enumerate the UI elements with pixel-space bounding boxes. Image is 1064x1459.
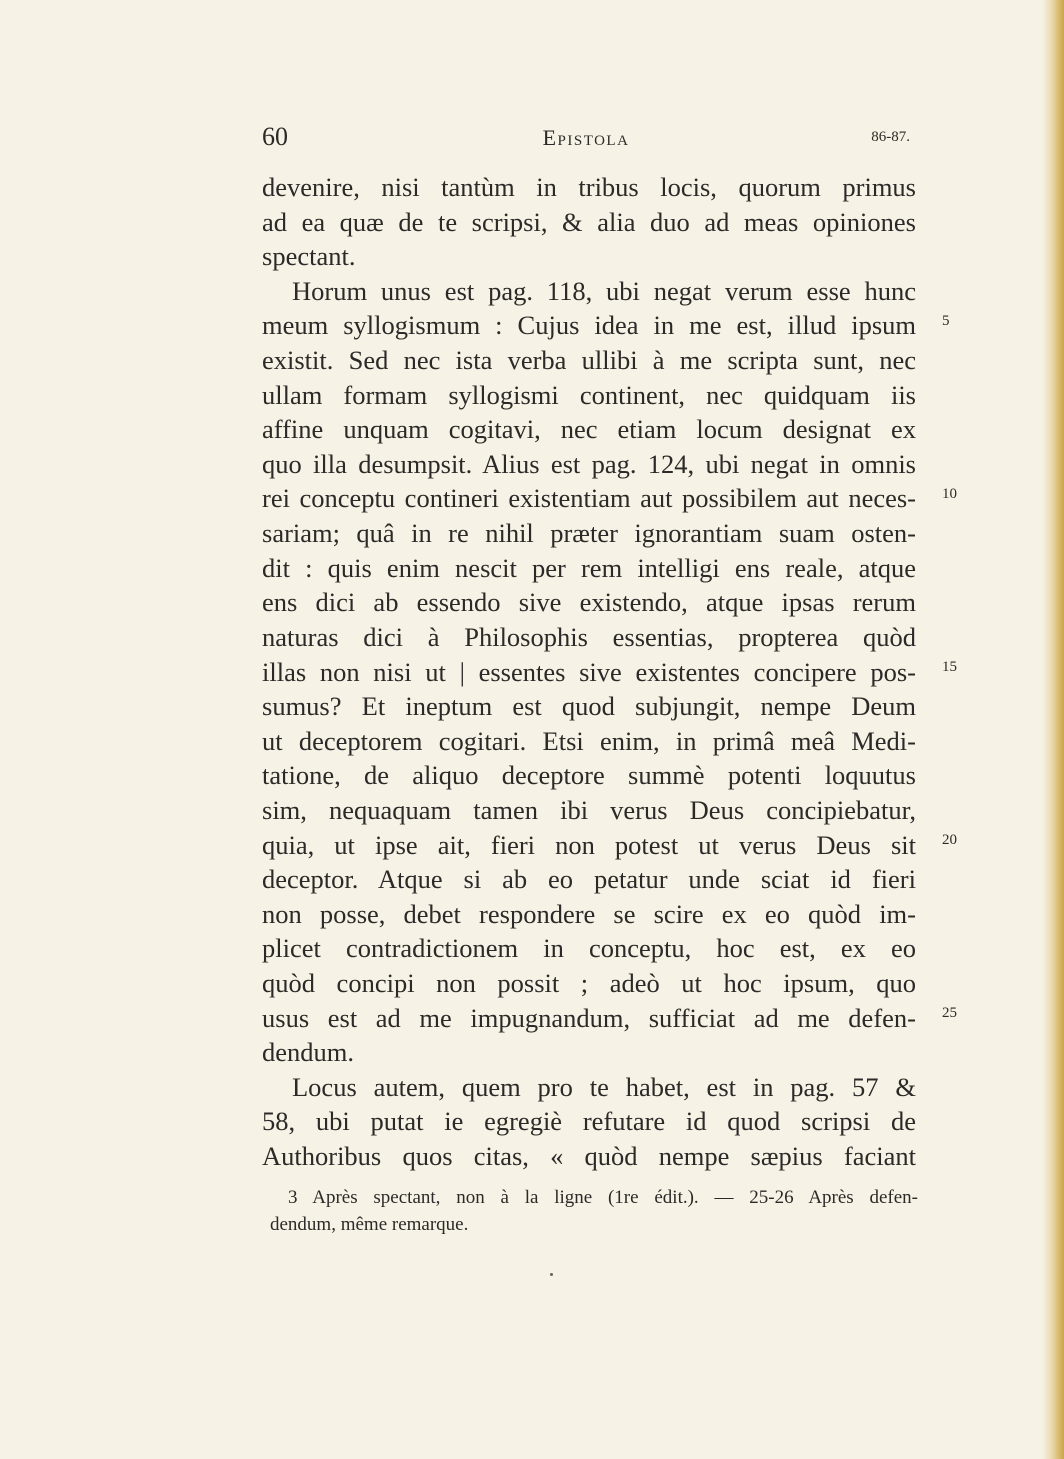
text-line: dendum.	[262, 1037, 354, 1068]
main-text	[262, 170, 916, 1174]
paper-speck	[550, 1273, 553, 1276]
text-line: illas non nisi ut | essentes sive existentes concipere pos-	[262, 656, 916, 687]
text-line: 58, ubi putat ie egregiè refutare id quod scripsi de	[262, 1106, 916, 1137]
text-line: naturas dici à Philosophis essentias, propterea quòd	[262, 621, 916, 652]
footnote-line: 3 Après spectant, non à la ligne (1re édit.). — 25-26 Après defen-	[288, 1187, 918, 1208]
line-number-10: 10	[942, 486, 957, 502]
text-line: sim, nequaquam tamen ibi verus Deus concipiebatur,	[262, 794, 916, 825]
text-line: ad ea quæ de te scripsi, & alia duo ad meas opiniones	[262, 206, 916, 237]
page-edge-gilding	[1042, 0, 1064, 1459]
line-number-5: 5	[942, 313, 950, 329]
footnotes	[270, 1184, 918, 1238]
text-line: sumus? Et ineptum est quod subjungit, nempe Deum	[262, 691, 916, 722]
running-title: Epistola	[542, 125, 630, 150]
folio-reference: 86-87.	[871, 129, 910, 145]
text-line: Authoribus quos citas, « quòd nempe sæpius faciant	[262, 1141, 916, 1172]
text-line: plicet contradictionem in conceptu, hoc est, ex eo	[262, 933, 916, 964]
text-line: quo illa desumpsit. Alius est pag. 124, ubi negat in omnis	[262, 448, 916, 479]
line-number-25: 25	[942, 1005, 957, 1021]
text-line: deceptor. Atque si ab eo petatur unde sciat id fieri	[262, 864, 916, 895]
text-line: rei conceptu contineri existentiam aut possibilem aut neces-	[262, 483, 916, 514]
text-line: existit. Sed nec ista verba ullibi à me scripta sunt, nec	[262, 345, 916, 376]
text-line: sariam; quâ in re nihil præter ignorantiam suam osten-	[262, 518, 916, 549]
text-line: dit : quis enim nescit per rem intelligi ens reale, atque	[262, 552, 916, 583]
text-line: ens dici ab essendo sive existendo, atque ipsas rerum	[262, 587, 916, 618]
line-number-15: 15	[942, 659, 957, 675]
text-line: spectant.	[262, 241, 356, 272]
text-line: Locus autem, quem pro te habet, est in pag. 57 &	[292, 1071, 916, 1102]
footnote-line: dendum, même remarque.	[270, 1214, 469, 1235]
line-number-20: 20	[942, 832, 957, 848]
text-line: devenire, nisi tantùm in tribus locis, quorum primus	[262, 172, 916, 202]
text-line: non posse, debet respondere se scire ex eo quòd im-	[262, 898, 916, 929]
page-number: 60	[262, 122, 288, 151]
text-line: usus est ad me impugnandum, sufficiat ad me defen-	[262, 1002, 916, 1033]
text-line: meum syllogismum : Cujus idea in me est, illud ipsum	[262, 310, 916, 341]
text-line: quia, ut ipse ait, fieri non potest ut verus Deus sit	[262, 829, 916, 860]
running-header	[262, 118, 910, 158]
text-line: affine unquam cogitavi, nec etiam locum designat ex	[262, 414, 916, 445]
text-line: ut deceptorem cogitari. Etsi enim, in primâ meâ Medi-	[262, 725, 916, 756]
text-line: tatione, de aliquo deceptore summè potenti loquutus	[262, 760, 916, 791]
text-line: Horum unus est pag. 118, ubi negat verum esse hunc	[292, 275, 916, 306]
text-line: ullam formam syllogismi continent, nec quidquam iis	[262, 379, 916, 410]
text-line: quòd concipi non possit ; adeò ut hoc ipsum, quo	[262, 968, 916, 999]
